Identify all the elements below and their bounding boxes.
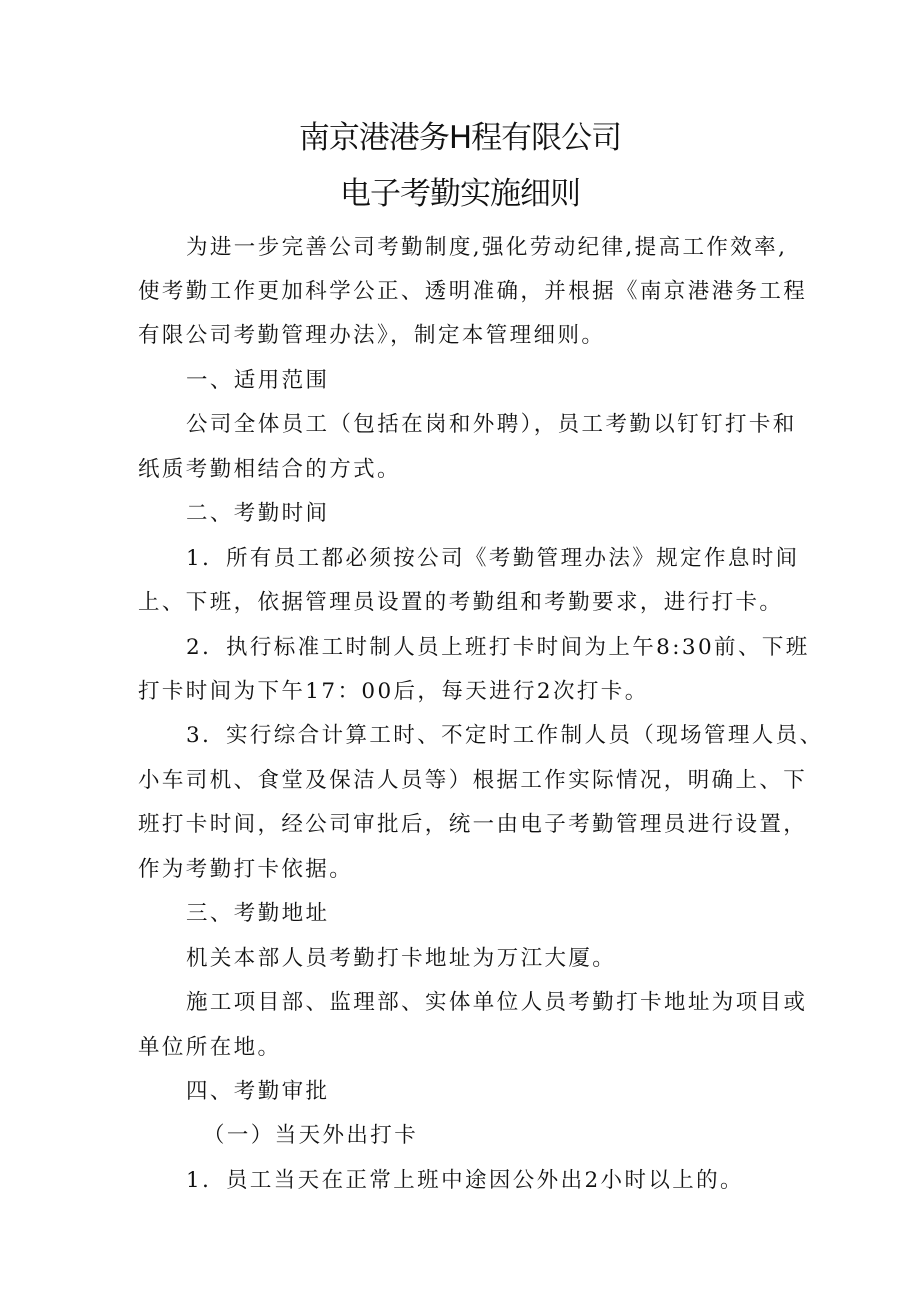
paragraph-line: 1．员工当天在正常上班中途因公外出2小时以上的。 xyxy=(186,1168,744,1193)
subsection-heading: （一）当天外出打卡 xyxy=(203,1123,419,1148)
section-heading: 四、考勤审批 xyxy=(186,1079,330,1104)
paragraph-line: 班打卡时间，经公司审批后，统一由电子考勤管理员进行设置， xyxy=(138,812,808,837)
paragraph-line: 单位所在地。 xyxy=(138,1035,282,1060)
document-title-company: 南京港港务H程有限公司 xyxy=(298,120,622,156)
paragraph-line: 上、下班，依据管理员设置的考勤组和考勤要求，进行打卡。 xyxy=(138,590,784,615)
paragraph-line: 作为考勤打卡依据。 xyxy=(138,857,354,882)
paragraph-line: 有限公司考勤管理办法》，制定本管理细则。 xyxy=(138,323,606,348)
section-heading: 二、考勤时间 xyxy=(186,501,330,526)
document-title-rule: 电子考勤实施细则 xyxy=(340,176,580,212)
paragraph-line: 1．所有员工都必须按公司《考勤管理办法》规定作息时间 xyxy=(186,546,800,571)
paragraph-line: 使考勤工作更加科学公正、透明准确，并根据《南京港港务工程 xyxy=(138,279,808,304)
paragraph-line: 打卡时间为下午17：00后，每天进行2次打卡。 xyxy=(138,679,649,704)
paragraph-line: 小车司机、食堂及保洁人员等）根据工作实际情况，明确上、下 xyxy=(138,768,808,793)
section-heading: 三、考勤地址 xyxy=(186,901,330,926)
paragraph-line: 为进一步完善公司考勤制度,强化劳动纪律,提高工作效率, xyxy=(186,235,788,260)
paragraph-line: 3．实行综合计算工时、不定时工作制人员（现场管理人员、 xyxy=(186,723,824,748)
paragraph-line: 机关本部人员考勤打卡地址为万江大厦。 xyxy=(186,946,617,971)
paragraph-line: 纸质考勤相结合的方式。 xyxy=(138,457,401,482)
section-heading: 一、适用范围 xyxy=(186,368,330,393)
paragraph-line: 2．执行标准工时制人员上班打卡时间为上午8:30前、下班 xyxy=(186,635,810,660)
paragraph-line: 施工项目部、监理部、实体单位人员考勤打卡地址为项目或 xyxy=(186,990,808,1015)
paragraph-line: 公司全体员工（包括在岗和外聘），员工考勤以钉钉打卡和 xyxy=(186,412,797,437)
